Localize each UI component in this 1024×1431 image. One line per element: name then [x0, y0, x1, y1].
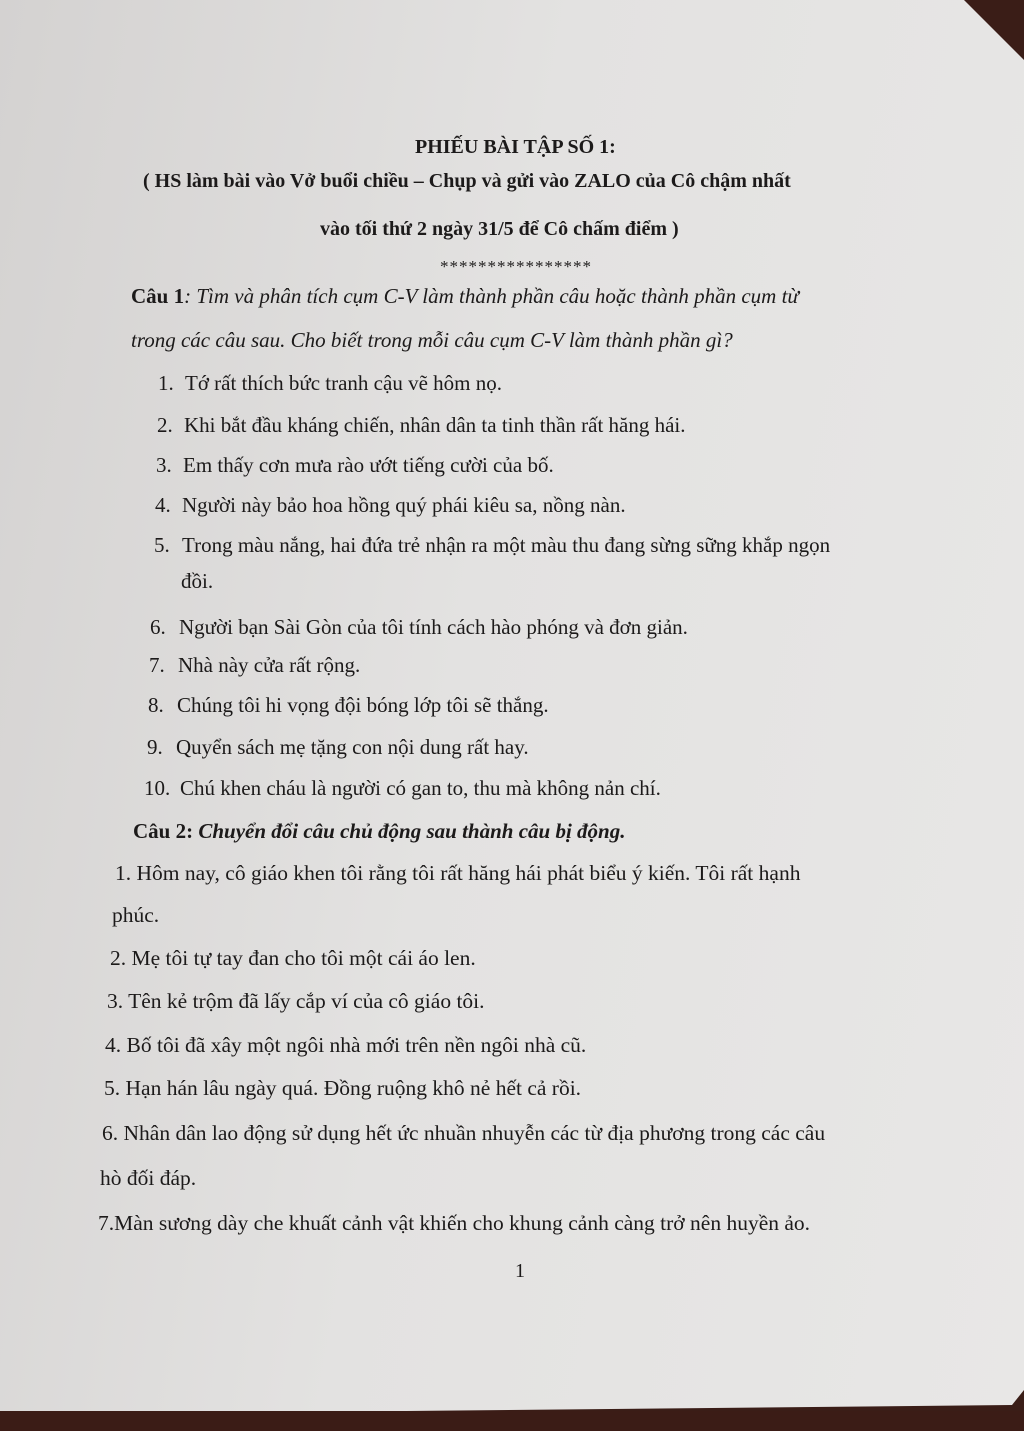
q2-item-continuation: hò đối đáp.: [100, 1166, 197, 1190]
q1-item: 5. Trong màu nắng, hai đứa trẻ nhận ra một màu thu đang sừng sững khắp ngọn: [154, 533, 831, 557]
q2-item: 4. Bố tôi đã xây một ngôi nhà mới trên nền ngôi nhà cũ.: [105, 1033, 587, 1057]
q2-item: 7.Màn sương dày che khuất cảnh vật khiến cho khung cảnh càng trở nên huyền ảo.: [98, 1211, 811, 1235]
q2-item-continuation: phúc.: [112, 903, 160, 927]
q1-item: 7. Nhà này cửa rất rộng.: [149, 653, 361, 677]
page-number: 1: [515, 1260, 525, 1282]
question1-label: Câu 1: [131, 284, 185, 308]
question1-prompt-line2: trong các câu sau. Cho biết trong mỗi câu cụm C-V làm thành phần gì?: [131, 328, 733, 352]
page-title: PHIẾU BÀI TẬP SỐ 1:: [415, 136, 616, 158]
q1-item: 2. Khi bắt đầu kháng chiến, nhân dân ta tinh thần rất hăng hái.: [157, 413, 686, 437]
q1-item: 3. Em thấy cơn mưa rào ướt tiếng cười của bố.: [156, 453, 554, 477]
instruction-line-1: ( HS làm bài vào Vở buổi chiều – Chụp và gửi vào ZALO của Cô chậm nhất: [143, 170, 791, 192]
q1-item: 4. Người này bảo hoa hồng quý phái kiêu sa, nồng nàn.: [155, 493, 626, 517]
question2-label: Câu 2:: [133, 819, 194, 843]
question2-prompt-text: Chuyển đổi câu chủ động sau thành câu bị động.: [198, 819, 626, 843]
background-bottom: [0, 1411, 1024, 1431]
q1-item: 10. Chú khen cháu là người có gan to, thu mà không nản chí.: [144, 776, 661, 800]
q1-item: 9. Quyển sách mẹ tặng con nội dung rất hay.: [147, 735, 529, 759]
q2-item: 3. Tên kẻ trộm đã lấy cắp ví của cô giáo tôi.: [107, 989, 485, 1013]
q1-item: 6. Người bạn Sài Gòn của tôi tính cách hào phóng và đơn giản.: [150, 615, 688, 639]
instruction-line-2: vào tối thứ 2 ngày 31/5 để Cô chấm điểm ): [320, 218, 679, 240]
q1-item-continuation: đồi.: [181, 569, 214, 593]
q1-item: 8. Chúng tôi hi vọng đội bóng lớp tôi sẽ thắng.: [148, 693, 549, 717]
q1-item: 1. Tớ rất thích bức tranh cậu vẽ hôm nọ.: [158, 371, 502, 395]
question1-prompt-line1: : Tìm và phân tích cụm C-V làm thành phần câu hoặc thành phần cụm từ: [184, 284, 799, 308]
q2-item: 6. Nhân dân lao động sử dụng hết ức nhuần nhuyễn các từ địa phương trong các câu: [102, 1121, 826, 1145]
question1-prompt: [131, 283, 799, 309]
question2-prompt: [133, 818, 625, 844]
q2-item: 5. Hạn hán lâu ngày quá. Đồng ruộng khô nẻ hết cả rồi.: [104, 1076, 582, 1100]
q2-item: 1. Hôm nay, cô giáo khen tôi rằng tôi rất hăng hái phát biểu ý kiến. Tôi rất hạnh: [115, 861, 801, 885]
divider-stars: ****************: [440, 257, 592, 276]
q2-item: 2. Mẹ tôi tự tay đan cho tôi một cái áo len.: [110, 946, 476, 970]
